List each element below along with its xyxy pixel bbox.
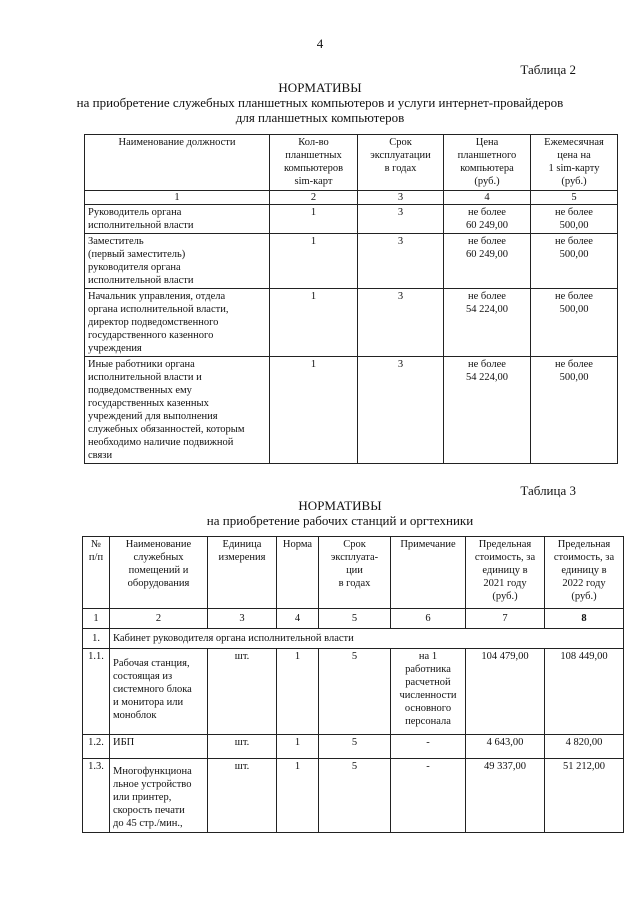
table-row (83, 759, 624, 833)
position-name: Заместитель (первый заместитель) руководителя органа исполнительной власти (85, 234, 270, 289)
quantity-cell: 1 (270, 234, 358, 289)
table2-subtitle-line2: для планшетных компьютеров (235, 110, 405, 125)
item-number: 1.2. (83, 735, 110, 759)
position-name: Начальник управления, отдела органа исполнительной власти, директор подведомственного государственного казенного учреждения (85, 289, 270, 357)
item-term: 5 (319, 759, 391, 833)
item-note: - (391, 759, 466, 833)
sim-price-cell: не более 500,00 (531, 234, 618, 289)
term-cell: 3 (358, 357, 444, 464)
item-number: 1.3. (83, 759, 110, 833)
table3-section-row (83, 629, 624, 649)
sim-price-cell: не более 500,00 (531, 205, 618, 234)
table3-colnum-1: 1 (83, 609, 110, 629)
price-cell: не более 60 249,00 (444, 234, 531, 289)
item-price-2022: 4 820,00 (545, 735, 624, 759)
table3-label: Таблица 3 (520, 483, 576, 498)
item-price-2022: 51 212,00 (545, 759, 624, 833)
item-price-2021: 49 337,00 (466, 759, 545, 833)
table2-colnum-2: 2 (270, 191, 358, 205)
table3-header-row (83, 537, 624, 609)
item-term: 5 (319, 649, 391, 735)
sim-price-cell: не более 500,00 (531, 357, 618, 464)
table2 (84, 134, 618, 464)
table3-colnum-3: 3 (208, 609, 277, 629)
table3-subtitle: на приобретение рабочих станций и оргтехники (206, 513, 474, 528)
item-price-2022: 108 449,00 (545, 649, 624, 735)
sim-price-cell: не более 500,00 (531, 289, 618, 357)
table3-column-numbers-row (83, 609, 624, 629)
table2-header-row (85, 135, 618, 191)
table3-colnum-8: 8 (545, 609, 624, 629)
table3-header-number: № п/п (83, 537, 110, 609)
table2-header-position: Наименование должности (85, 135, 270, 191)
table3-header-price-2022: Предельная стоимость, за единицу в 2022 году (руб.) (545, 537, 624, 609)
table2-header-sim-price: Ежемесячная цена на 1 sim-карту (руб.) (531, 135, 618, 191)
table2-header-price: Цена планшетного компьютера (руб.) (444, 135, 531, 191)
item-price-2021: 4 643,00 (466, 735, 545, 759)
item-norm: 1 (277, 735, 319, 759)
table3-header-norm: Норма (277, 537, 319, 609)
position-name: Иные работники органа исполнительной власти и подведомственных ему государственных казенных учреждений для выполнения служебных обязанностей, которым необходимо наличие подвижной связи (85, 357, 270, 464)
item-unit: шт. (208, 735, 277, 759)
item-unit: шт. (208, 759, 277, 833)
table3-colnum-6: 6 (391, 609, 466, 629)
price-cell: не более 54 224,00 (444, 289, 531, 357)
table3-title: НОРМАТИВЫ (298, 498, 382, 513)
table3 (82, 536, 624, 833)
item-note: - (391, 735, 466, 759)
item-name: Многофункциона льное устройство или принтер, скорость печати до 45 стр./мин., (110, 759, 208, 833)
table-row (85, 205, 618, 234)
item-number: 1.1. (83, 649, 110, 735)
position-name: Руководитель органа исполнительной власти (85, 205, 270, 234)
term-cell: 3 (358, 234, 444, 289)
price-cell: не более 54 224,00 (444, 357, 531, 464)
table3-header-unit: Единица измерения (208, 537, 277, 609)
table2-colnum-4: 4 (444, 191, 531, 205)
table2-header-quantity: Кол-во планшетных компьютеров sim-карт (270, 135, 358, 191)
item-unit: шт. (208, 649, 277, 735)
table3-header-price-2021: Предельная стоимость, за единицу в 2021 году (руб.) (466, 537, 545, 609)
table3-header-term: Срок эксплуата- ции в годах (319, 537, 391, 609)
item-term: 5 (319, 735, 391, 759)
price-cell: не более 60 249,00 (444, 205, 531, 234)
table-row (85, 234, 618, 289)
table2-label: Таблица 2 (520, 62, 576, 77)
section-title: Кабинет руководителя органа исполнительной власти (110, 629, 624, 649)
table3-colnum-2: 2 (110, 609, 208, 629)
table2-subtitle-line1: на приобретение служебных планшетных компьютеров и услуги интернет-провайдеров (76, 95, 564, 110)
term-cell: 3 (358, 205, 444, 234)
table3-header-name: Наименование служебных помещений и оборудования (110, 537, 208, 609)
item-name: ИБП (110, 735, 208, 759)
term-cell: 3 (358, 289, 444, 357)
page-number: 4 (316, 36, 324, 51)
table-row (83, 649, 624, 735)
table3-colnum-4: 4 (277, 609, 319, 629)
table2-colnum-5: 5 (531, 191, 618, 205)
quantity-cell: 1 (270, 357, 358, 464)
quantity-cell: 1 (270, 205, 358, 234)
table3-colnum-7: 7 (466, 609, 545, 629)
table3-header-note: Примечание (391, 537, 466, 609)
table2-title: НОРМАТИВЫ (278, 80, 362, 95)
table-row (85, 289, 618, 357)
section-number: 1. (83, 629, 110, 649)
item-note: на 1 работника расчетной численности основного персонала (391, 649, 466, 735)
item-norm: 1 (277, 759, 319, 833)
table2-colnum-3: 3 (358, 191, 444, 205)
quantity-cell: 1 (270, 289, 358, 357)
table3-colnum-5: 5 (319, 609, 391, 629)
table-row (83, 735, 624, 759)
table2-colnum-1: 1 (85, 191, 270, 205)
item-price-2021: 104 479,00 (466, 649, 545, 735)
table2-column-numbers-row (85, 191, 618, 205)
item-name: Рабочая станция, состоящая из системного блока и монитора или моноблок (110, 649, 208, 735)
table-row (85, 357, 618, 464)
item-norm: 1 (277, 649, 319, 735)
table2-header-term: Срок эксплуатации в годах (358, 135, 444, 191)
